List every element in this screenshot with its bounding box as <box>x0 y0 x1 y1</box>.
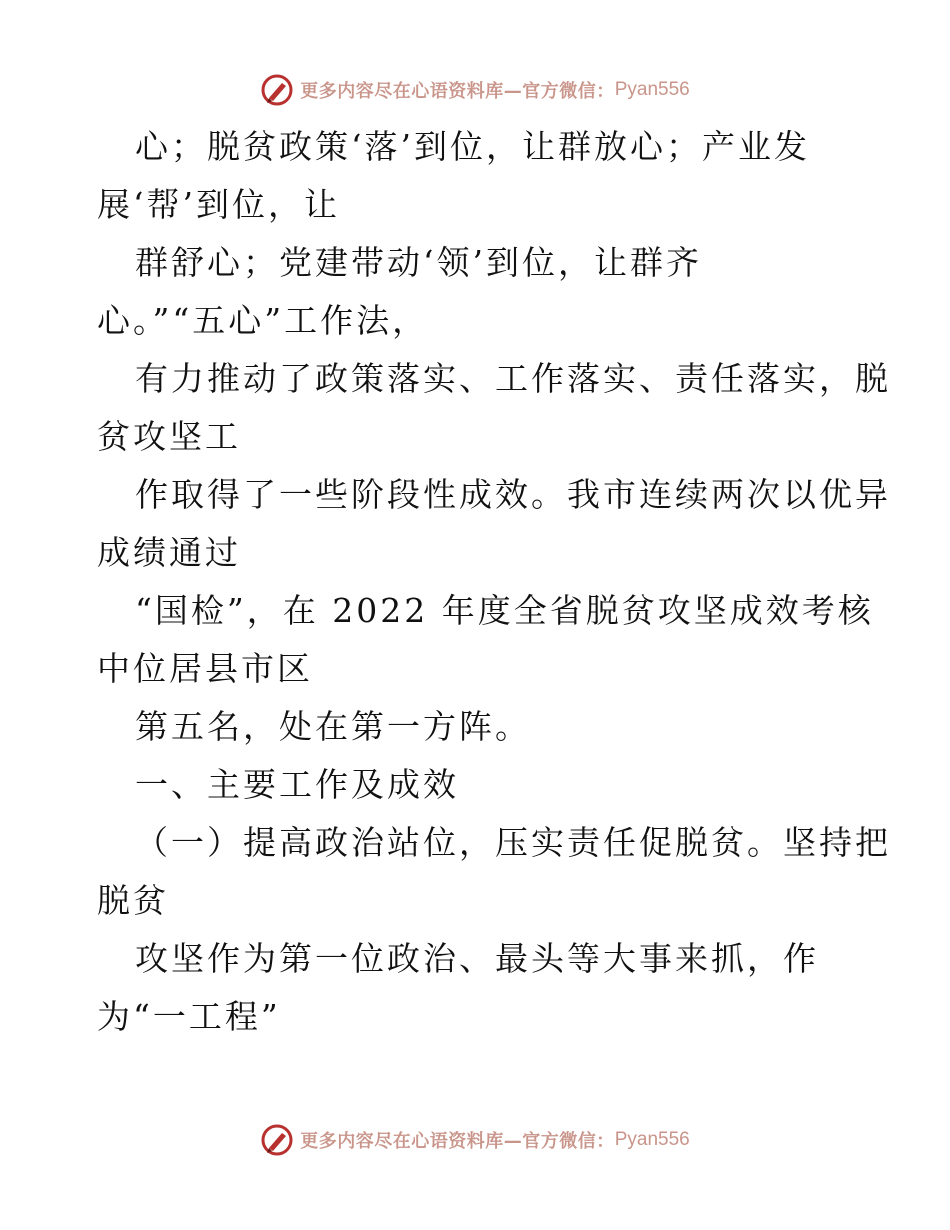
text-line: 脱贫 <box>97 881 169 920</box>
text-line: 贫攻坚工 <box>97 417 241 456</box>
pen-logo-icon <box>260 1123 294 1157</box>
text-line: 作取得了一些阶段性成效。我市连续两次以优异 <box>135 475 891 514</box>
document-body <box>97 118 891 1046</box>
text-line: 展‘帮’到位，让 <box>97 185 340 224</box>
text-line: （一）提高政治站位，压实责任促脱贫。坚持把 <box>135 823 891 862</box>
section-heading: 一、主要工作及成效 <box>135 765 459 804</box>
watermark-footer <box>0 1120 950 1160</box>
text-line: 第五名，处在第一方阵。 <box>135 707 531 746</box>
watermark-text: 更多内容尽在心语资料库—官方微信： <box>300 81 615 102</box>
text-line: “国检”，在 2022 年度全省脱贫攻坚成效考核 <box>135 591 874 630</box>
text-line: 有力推动了政策落实、工作落实、责任落实，脱 <box>135 359 891 398</box>
watermark-account: Pyan556 <box>614 1129 690 1150</box>
text-line: 为“一工程” <box>97 997 281 1036</box>
watermark-account: Pyan556 <box>614 79 690 100</box>
text-line: 群舒心；党建带动‘领’到位，让群齐 <box>135 243 702 282</box>
text-line: 心。”“五心”工作法， <box>97 301 429 340</box>
text-line: 成绩通过 <box>97 533 241 572</box>
text-line: 中位居县市区 <box>97 649 313 688</box>
text-line: 心；脱贫政策‘落’到位，让群放心；产业发 <box>135 127 810 166</box>
watermark-text: 更多内容尽在心语资料库—官方微信： <box>300 1131 615 1152</box>
watermark-header <box>0 70 950 110</box>
pen-logo-icon <box>260 73 294 107</box>
text-line: 攻坚作为第一位政治、最头等大事来抓，作 <box>135 939 819 978</box>
